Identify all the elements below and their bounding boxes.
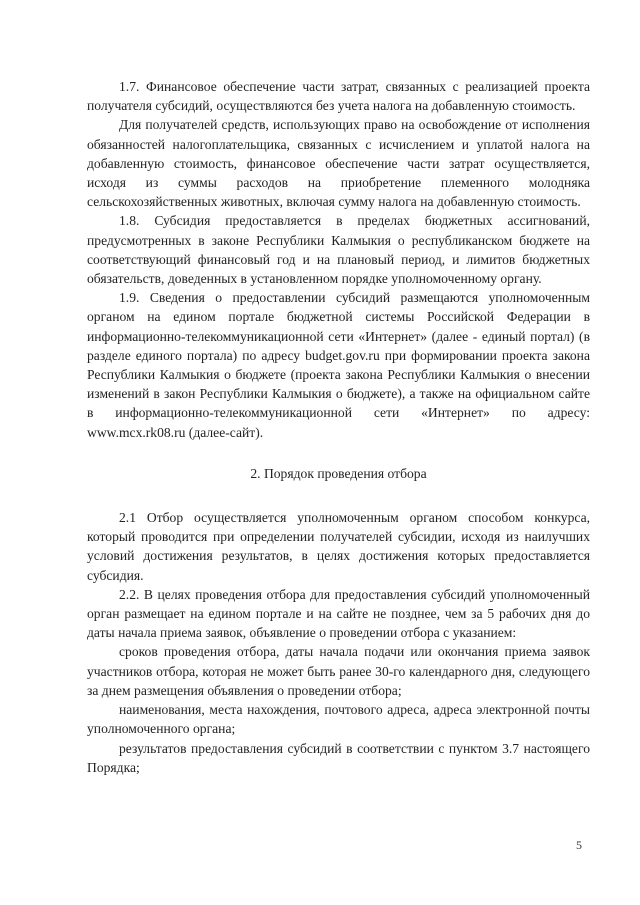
- page-content: [87, 77, 590, 777]
- paragraph-2-2: 2.2. В целях проведения отбора для предоставления субсидий уполномоченный орган размещает на едином портале и на сайте не позднее, чем за 5 рабочих дня до даты начала приема заявок, объявление о проведении отбора с указанием:: [87, 586, 590, 641]
- list-item-results: результатов предоставления субсидий в соответствии с пунктом 3.7 настоящего Порядка;: [87, 740, 590, 775]
- paragraph-1-8: 1.8. Субсидия предоставляется в пределах бюджетных ассигнований, предусмотренных в законе Республики Калмыкия о республиканском бюджете на соответствующий финансовый год и на плановый период, и лимитов бюджетных обязательств, доведенных в установленном порядке уполномоченному органу.: [87, 213, 590, 287]
- list-item-address: наименования, места нахождения, почтового адреса, адреса электронной почты уполномоченного органа;: [87, 702, 590, 737]
- paragraph-vat-exemption: Для получателей средств, использующих право на освобождение от исполнения обязанностей налогоплательщика, связанных с исчислением и уплатой налога на добавленную стоимость, финансовое обеспечение части затрат осуществляется, исходя из суммы расходов на приобретение племенного молодняка сельскохозяйственных животных, включая сумму налога на добавленную стоимость.: [87, 117, 590, 210]
- paragraph-1-7: 1.7. Финансовое обеспечение части затрат, связанных с реализацией проекта получателя субсидий, осуществляются без учета налога на добавленную стоимость.: [87, 79, 590, 114]
- paragraph-1-9: 1.9. Сведения о предоставлении субсидий размещаются уполномоченным органом на едином портале бюджетной системы Российской Федерации в информационно-телекоммуникационной сети «Интернет» (далее - единый портал) (в разделе единого портала) по адресу budget.gov.ru при формировании проекта закона Республики Калмыкия о бюджете (проекта закона Республики Калмыкия о внесении изменений в закон Республики Калмыкия о бюджете), а также на официальном сайте в информационно-телекоммуникационной сети «Интернет» по адресу: www.mcx.rk08.ru (далее-сайт).: [87, 290, 590, 440]
- page-number: 5: [576, 838, 582, 852]
- list-item-deadlines: сроков проведения отбора, даты начала подачи или окончания приема заявок участников отбора, которая не может быть ранее 30-го календарного дня, следующего за днем размещения объявления о проведении отбора;: [87, 644, 590, 698]
- section-heading: 2. Порядок проведения отбора: [250, 465, 427, 481]
- paragraph-2-1: 2.1 Отбор осуществляется уполномоченным органом способом конкурса, который проводится при определении получателей субсидии, исходя из наилучших условий достижения результатов, в целях достижения которых предоставляется субсидия.: [87, 510, 590, 583]
